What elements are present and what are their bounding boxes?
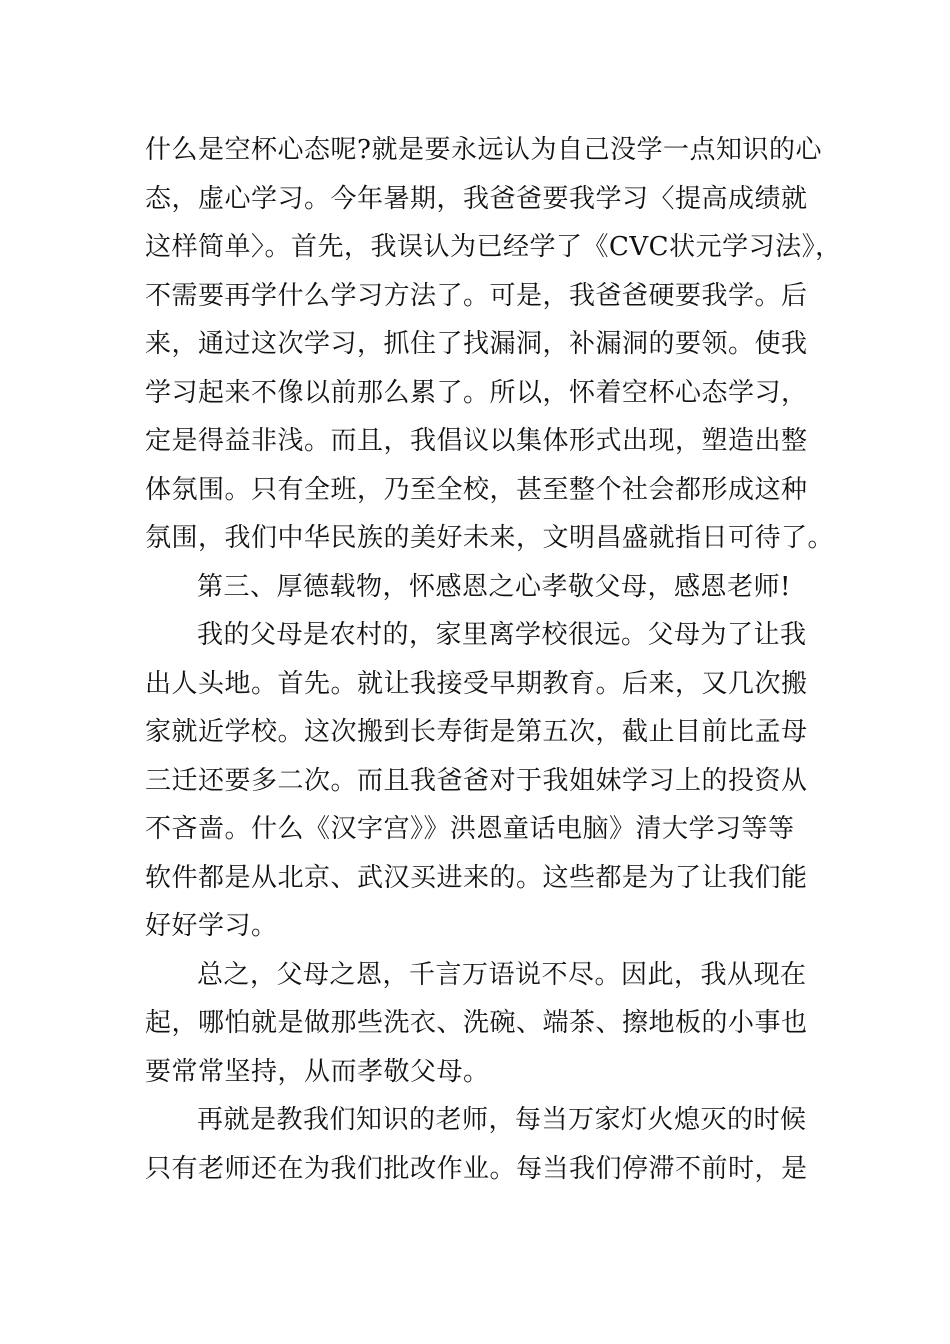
text-line: 三迁还要多二次。而且我爸爸对于我姐妹学习上的投资从	[145, 765, 808, 796]
text-line: 出人头地。首先。就让我接受早期教育。后来，又几次搬	[145, 668, 808, 699]
text-line: 好好学习。	[145, 911, 278, 941]
text-line: 不需要再学什么学习方法了。可是，我爸爸硬要我学。后	[145, 280, 808, 311]
text-line: 定是得益非浅。而且，我倡议以集体形式出现，塑造出整	[145, 426, 808, 456]
text-line: 第三、厚德载物，怀感恩之心孝敬父母，感恩老师!	[197, 571, 791, 602]
body-text	[145, 126, 842, 1193]
text-line: 态，虚心学习。今年暑期，我爸爸要我学习〈提高成绩就	[145, 183, 808, 214]
text-line: 学习起来不像以前那么累了。所以，怀着空杯心态学习，	[145, 377, 808, 408]
text-line: 这样简单〉。首先，我误认为已经学了《CVC状元学习法》，	[145, 232, 842, 262]
text-line: 我的父母是农村的，家里离学校很远。父母为了让我	[197, 620, 807, 650]
text-line: 再就是教我们知识的老师，每当万家灯火熄灭的时候	[197, 1105, 807, 1135]
text-line: 来，通过这次学习，抓住了找漏洞，补漏洞的要领。使我	[145, 329, 808, 359]
text-line: 要常常坚持，从而孝敬父母。	[145, 1056, 490, 1087]
text-line: 体氛围。只有全班，乃至全校，甚至整个社会都形成这种	[145, 474, 808, 505]
text-line: 只有老师还在为我们批改作业。每当我们停滞不前时，是	[145, 1153, 808, 1184]
text-line: 家就近学校。这次搬到长寿街是第五次，截止目前比孟母	[145, 717, 808, 747]
text-line: 起，哪怕就是做那些洗衣、洗碗、端茶、擦地板的小事也	[145, 1008, 808, 1038]
text-line: 总之，父母之恩，千言万语说不尽。因此，我从现在	[197, 959, 807, 990]
text-line: 不吝啬。什么《汉字宫》》洪恩童话电脑》清大学习等等	[145, 814, 795, 844]
text-line: 什么是空杯心态呢?就是要永远认为自己没学一点知识的心	[145, 135, 822, 165]
text-line: 软件都是从北京、武汉买进来的。这些都是为了让我们能	[145, 862, 808, 893]
text-line: 氛围，我们中华民族的美好未来，文明昌盛就指日可待了。	[145, 523, 835, 553]
